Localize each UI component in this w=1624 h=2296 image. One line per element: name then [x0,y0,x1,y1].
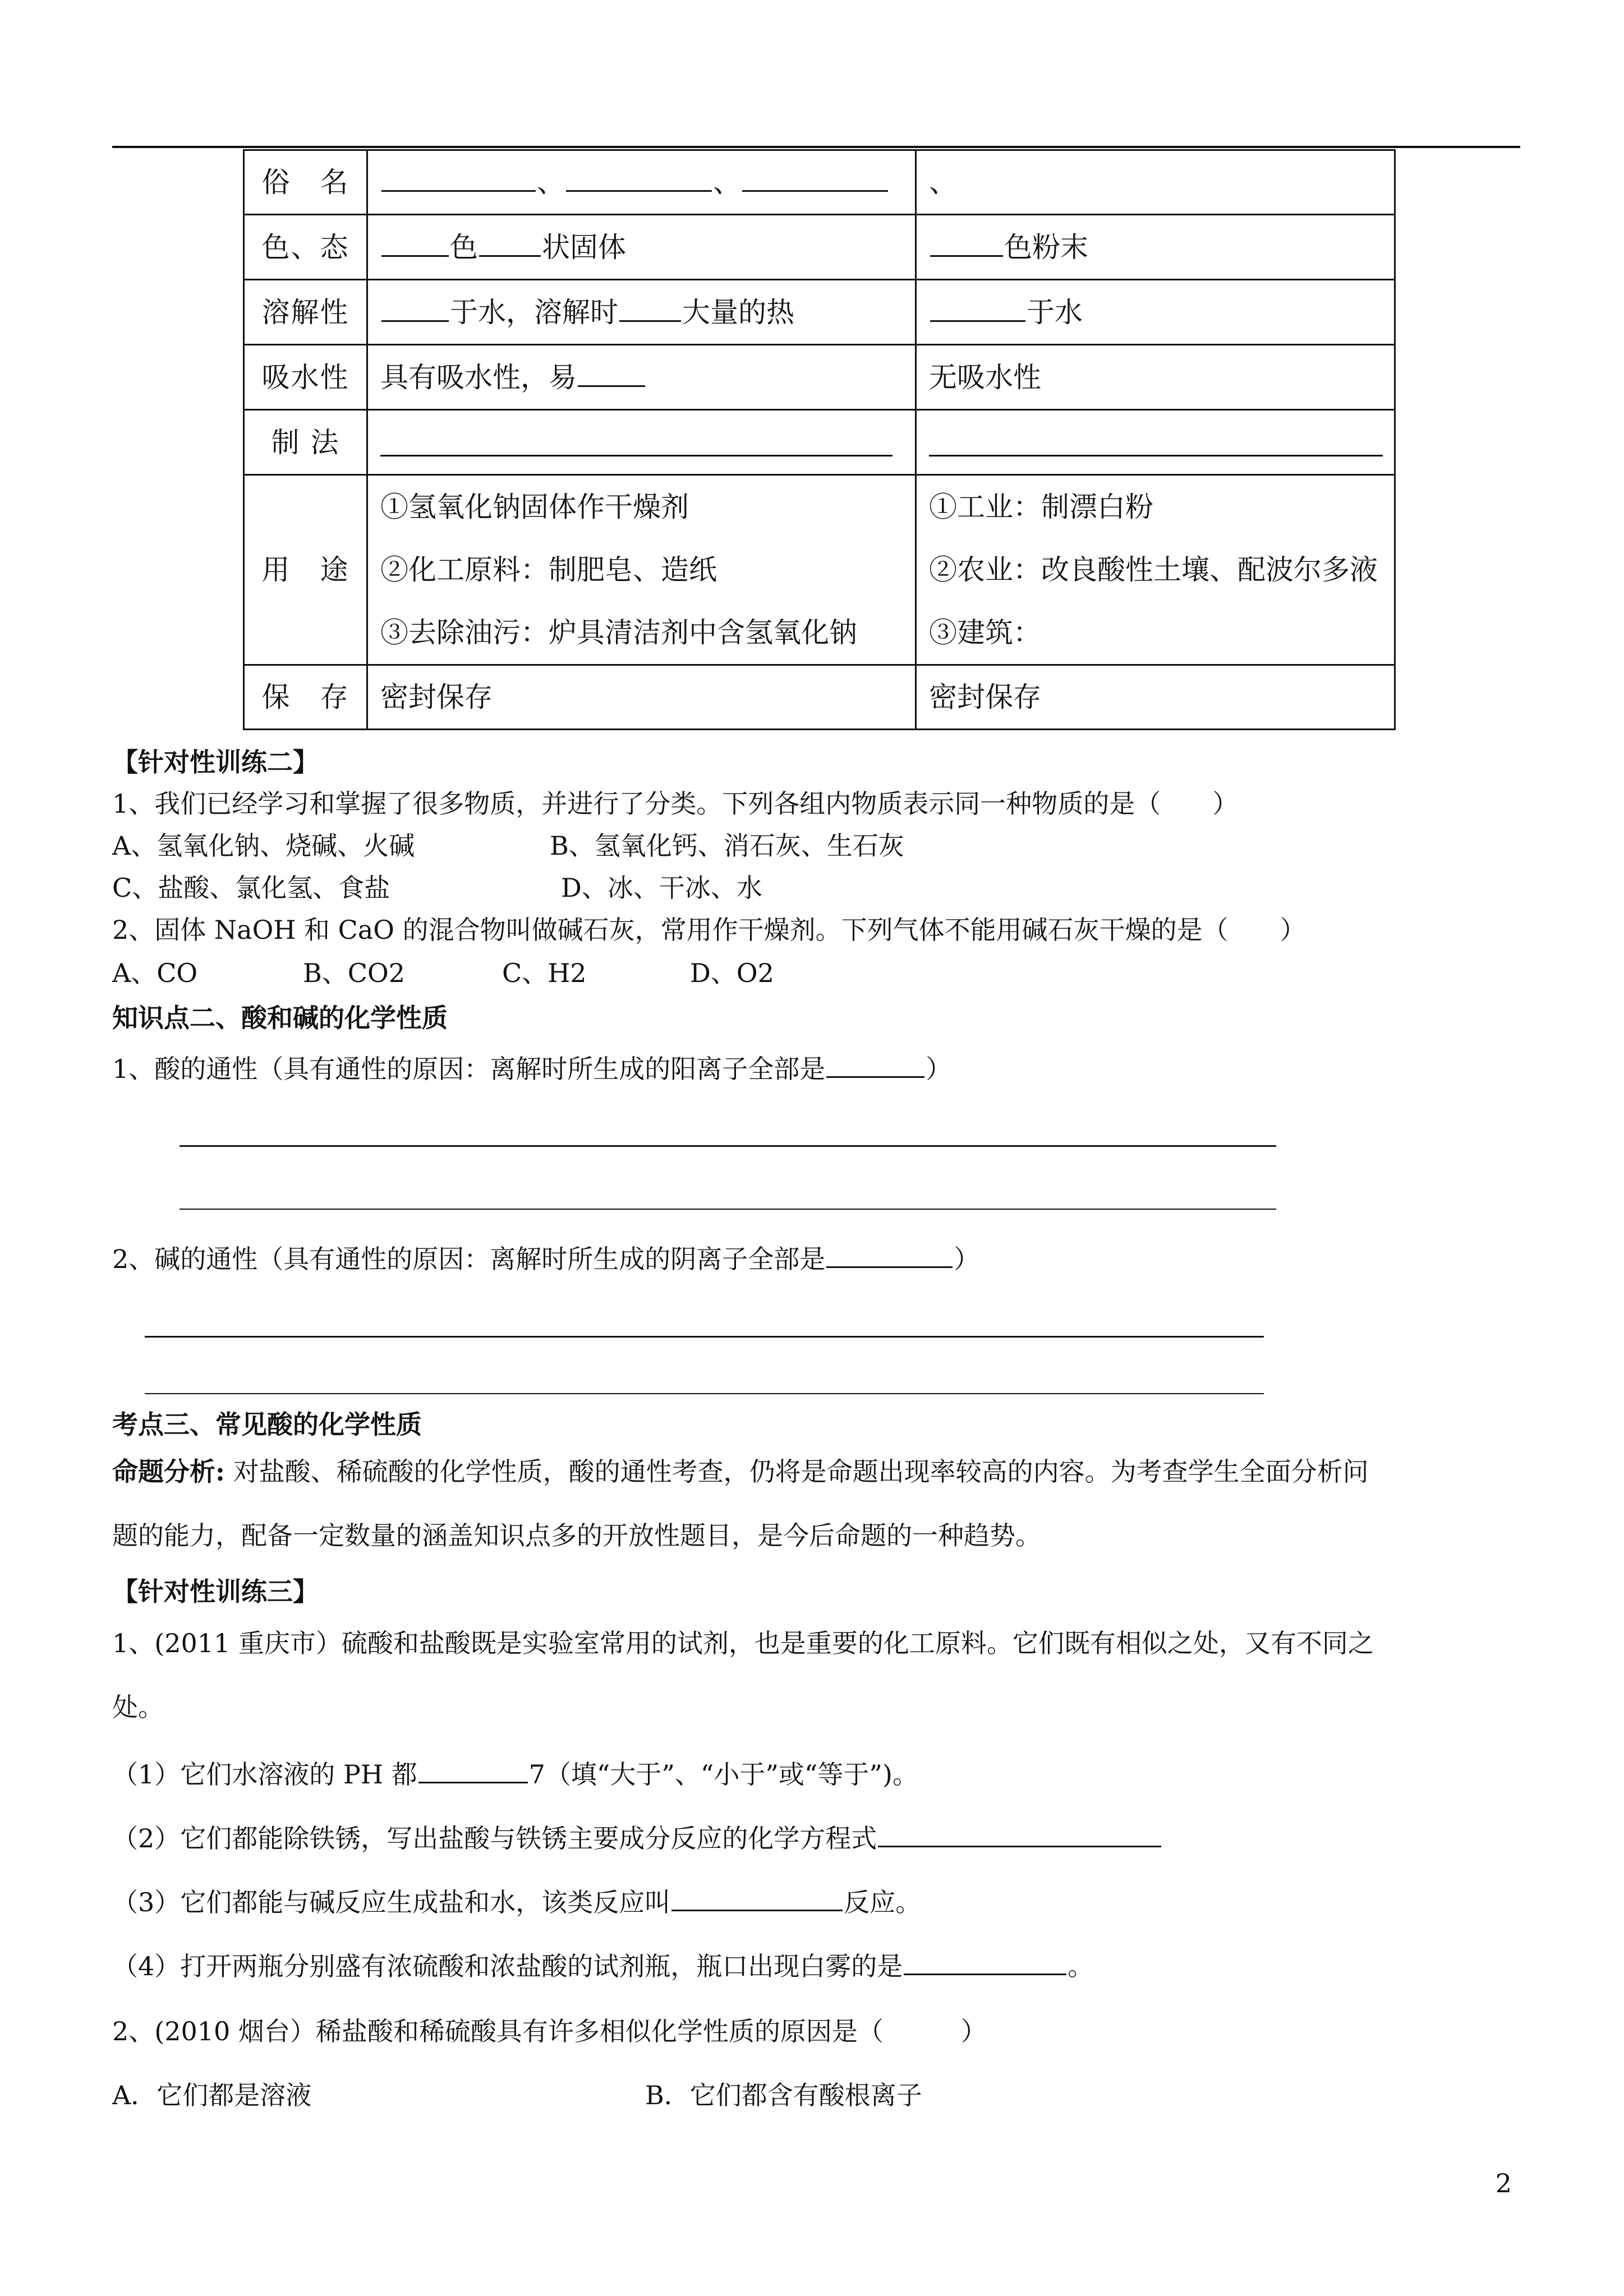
training-three-heading: 【针对性训练三】 [112,1576,319,1607]
method-blank-right [916,410,1395,475]
answer-line [145,1393,1264,1394]
row-label: 保 存 [244,665,367,730]
question-1-cont: 处。 [112,1692,164,1722]
row-left-cell: 于水，溶解时 大量的热 [367,280,916,345]
uses-right-cell: ①工业：制漂白粉 ②农业：改良酸性土壤、配波尔多液 ③建筑： [916,475,1395,665]
table-row [244,665,1395,730]
acid-general-property: 1、酸的通性（具有通性的原因：离解时所生成的阳离子全部是 ） [112,1054,952,1084]
sub-question-4: （4）打开两瓶分别盛有浓硫酸和浓盐酸的试剂瓶，瓶口出现白雾的是 。 [112,1951,1094,1981]
table-row [244,410,1395,475]
uses-left-cell: ①氢氧化钠固体作干燥剂 ②化工原料：制肥皂、造纸 ③去除油污：炉具清洁剂中含氢氧化钠 [367,475,916,665]
row-label: 吸水性 [244,345,367,410]
sub-question-2: （2）它们都能除铁锈，写出盐酸与铁锈主要成分反应的化学方程式 [112,1822,1162,1855]
option-d: D、冰、干冰、水 [561,873,762,903]
training-two-heading: 【针对性训练二】 [112,747,319,777]
option-a: A、氢氧化钠、烧碱、火碱 [112,831,415,861]
row-label: 溶解性 [244,280,367,345]
option-b: B、氢氧化钙、消石灰、生石灰 [550,831,904,861]
row-label: 色、态 [244,215,367,280]
option-b: B．它们都含有酸根离子 [645,2080,922,2110]
row-label: 制 法 [244,410,367,475]
table-row [244,345,1395,410]
option-d: D、O2 [690,958,774,988]
knowledge-heading: 知识点二、酸和碱的化学性质 [112,1003,448,1033]
method-blank-left [367,410,916,475]
row-right-cell: 、 [916,150,1395,215]
option-a: A、CO [112,958,198,988]
page-number: 2 [1495,2168,1512,2198]
question-1: 1、我们已经学习和掌握了很多物质，并进行了分类。下列各组内物质表示同一种物质的是（ ） [112,789,1239,819]
option-b: B、CO2 [303,958,405,988]
answer-line [180,1209,1276,1210]
row-left-cell: 密封保存 [367,665,916,730]
row-left-cell: 具有吸水性，易 [367,345,916,410]
table-row [244,150,1395,215]
common-name-blanks: 、 、 [367,150,916,215]
topic-three-heading: 考点三、常见酸的化学性质 [112,1409,422,1440]
sub-question-1: （1）它们水溶液的 PH 都 7（填“大于”、“小于”或“等于”)。 [112,1759,918,1790]
row-right-cell: 密封保存 [916,665,1395,730]
analysis-paragraph: 命题分析: 对盐酸、稀硫酸的化学性质，酸的通性考查，仍将是命题出现率较高的内容。为考查学生全面分析问 [112,1456,1369,1487]
option-c: C、H2 [502,958,587,988]
question-2: 2、固体 NaOH 和 CaO 的混合物叫做碱石灰，常用作干燥剂。下列气体不能用碱石灰干燥的是（ ） [112,915,1306,945]
analysis-paragraph-cont: 题的能力，配备一定数量的涵盖知识点多的开放性题目，是今后命题的一种趋势。 [112,1520,1041,1551]
table-row [244,215,1395,280]
properties-table [243,149,1396,730]
row-right-cell: 无吸水性 [916,345,1395,410]
answer-line [180,1145,1276,1147]
question-1: 1、(2011 重庆市）硫酸和盐酸既是实验室常用的试剂，也是重要的化工原料。它们既有相似之处，又有不同之 [112,1628,1374,1658]
row-right-cell: 于水 [916,280,1395,345]
header-rule [112,146,1520,148]
row-label: 俗 名 [244,150,367,215]
table-row [244,475,1395,665]
option-a: A．它们都是溶液 [112,2080,312,2110]
row-right-cell: 色粉末 [916,215,1395,280]
table-row [244,280,1395,345]
row-label: 用 途 [244,475,367,665]
question-2: 2、(2010 烟台）稀盐酸和稀硫酸具有许多相似化学性质的原因是（ ） [112,2016,987,2046]
option-c: C、盐酸、氯化氢、食盐 [112,873,390,903]
answer-line [145,1336,1264,1338]
sub-question-3: （3）它们都能与碱反应生成盐和水，该类反应叫 反应。 [112,1887,922,1917]
base-general-property: 2、碱的通性（具有通性的原因：离解时所生成的阴离子全部是 ） [112,1244,980,1274]
row-left-cell: 色 状固体 [367,215,916,280]
